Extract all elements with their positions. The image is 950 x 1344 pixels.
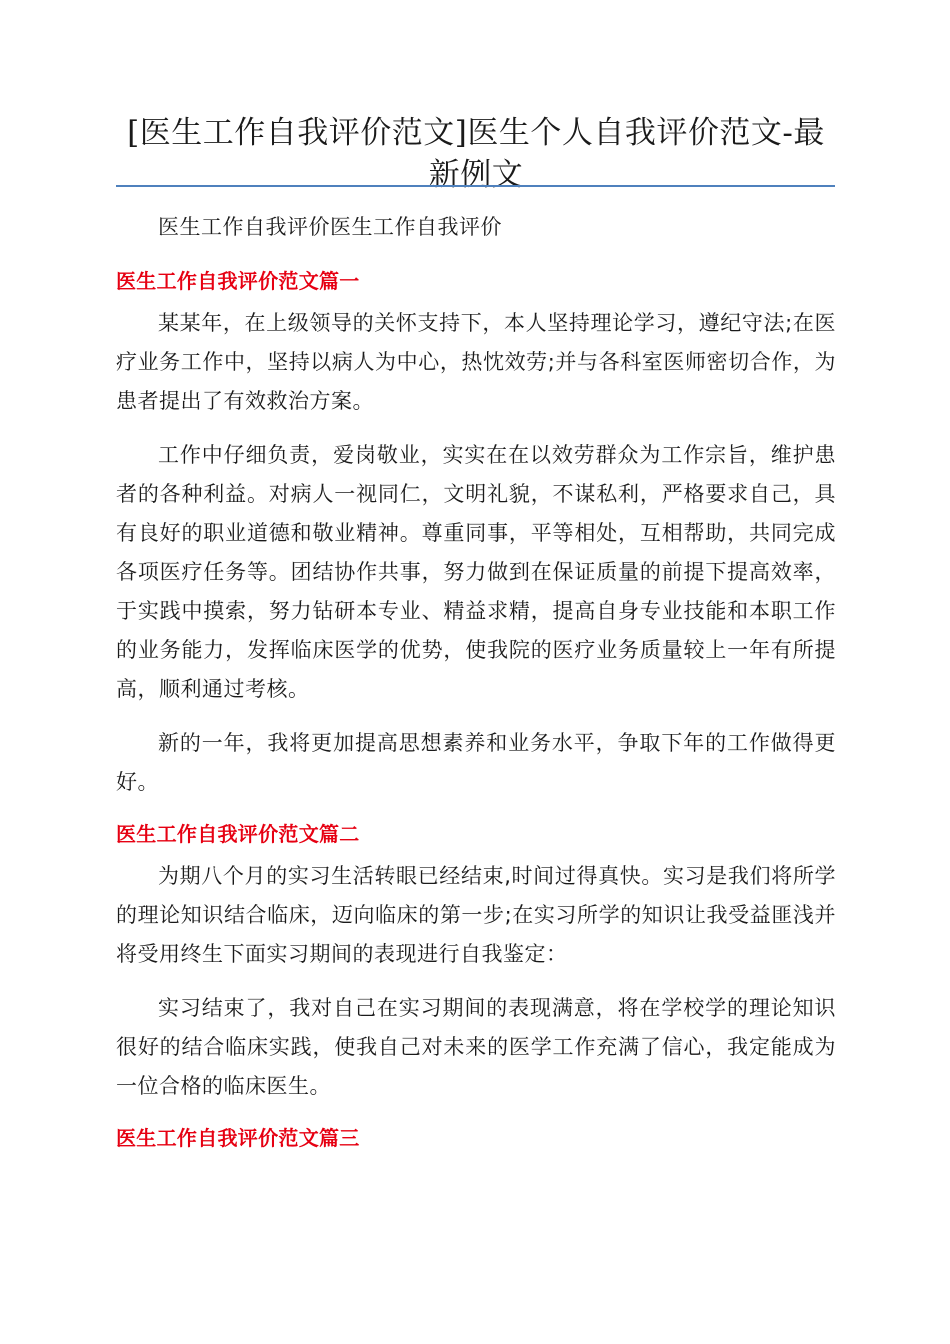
section-2-paragraph-1: 为期八个月的实习生活转眼已经结束,时间过得真快。实习是我们将所学的理论知识结合临床，迈向临床的第一步;在实习所学的知识让我受益匪浅并将受用终生下面实习期间的表现进行自我鉴定： xyxy=(116,864,836,966)
section-1-paragraph-1: 某某年，在上级领导的关怀支持下，本人坚持理论学习，遵纪守法;在医疗业务工作中，坚持以病人为中心，热忱效劳;并与各科室医师密切合作，为患者提出了有效救治方案。 xyxy=(116,311,836,413)
title-underline xyxy=(116,185,835,187)
section-1-paragraph-3: 新的一年，我将更加提高思想素养和业务水平，争取下年的工作做得更好。 xyxy=(116,731,836,794)
document-title: [医生工作自我评价范文]医生个人自我评价范文-最新例文 xyxy=(127,115,825,193)
section-heading-2: 医生工作自我评价范文篇二 xyxy=(116,822,360,846)
section-heading-3: 医生工作自我评价范文篇三 xyxy=(116,1126,360,1150)
section-heading-1: 医生工作自我评价范文篇一 xyxy=(116,269,360,293)
section-1-paragraph-2: 工作中仔细负责，爱岗敬业，实实在在以效劳群众为工作宗旨，维护患者的各种利益。对病人一视同仁，文明礼貌，不谋私利，严格要求自己，具有良好的职业道德和敬业精神。尊重同事，平等相处，互相帮助，共同完成各项医疗任务等。团结协作共事，努力做到在保证质量的前提下提高效率，于实践中摸索，努力钻研本专业、精益求精，提高自身专业技能和本职工作的业务能力，发挥临床医学的优势，使我院的医疗业务质量较上一年有所提高，顺利通过考核。 xyxy=(116,443,836,701)
document-subtitle: 医生工作自我评价医生工作自我评价 xyxy=(158,215,502,239)
document-body xyxy=(116,208,836,1161)
section-2-paragraph-2: 实习结束了，我对自己在实习期间的表现满意，将在学校学的理论知识很好的结合临床实践，使我自己对未来的医学工作充满了信心，我定能成为一位合格的临床医生。 xyxy=(116,996,836,1098)
